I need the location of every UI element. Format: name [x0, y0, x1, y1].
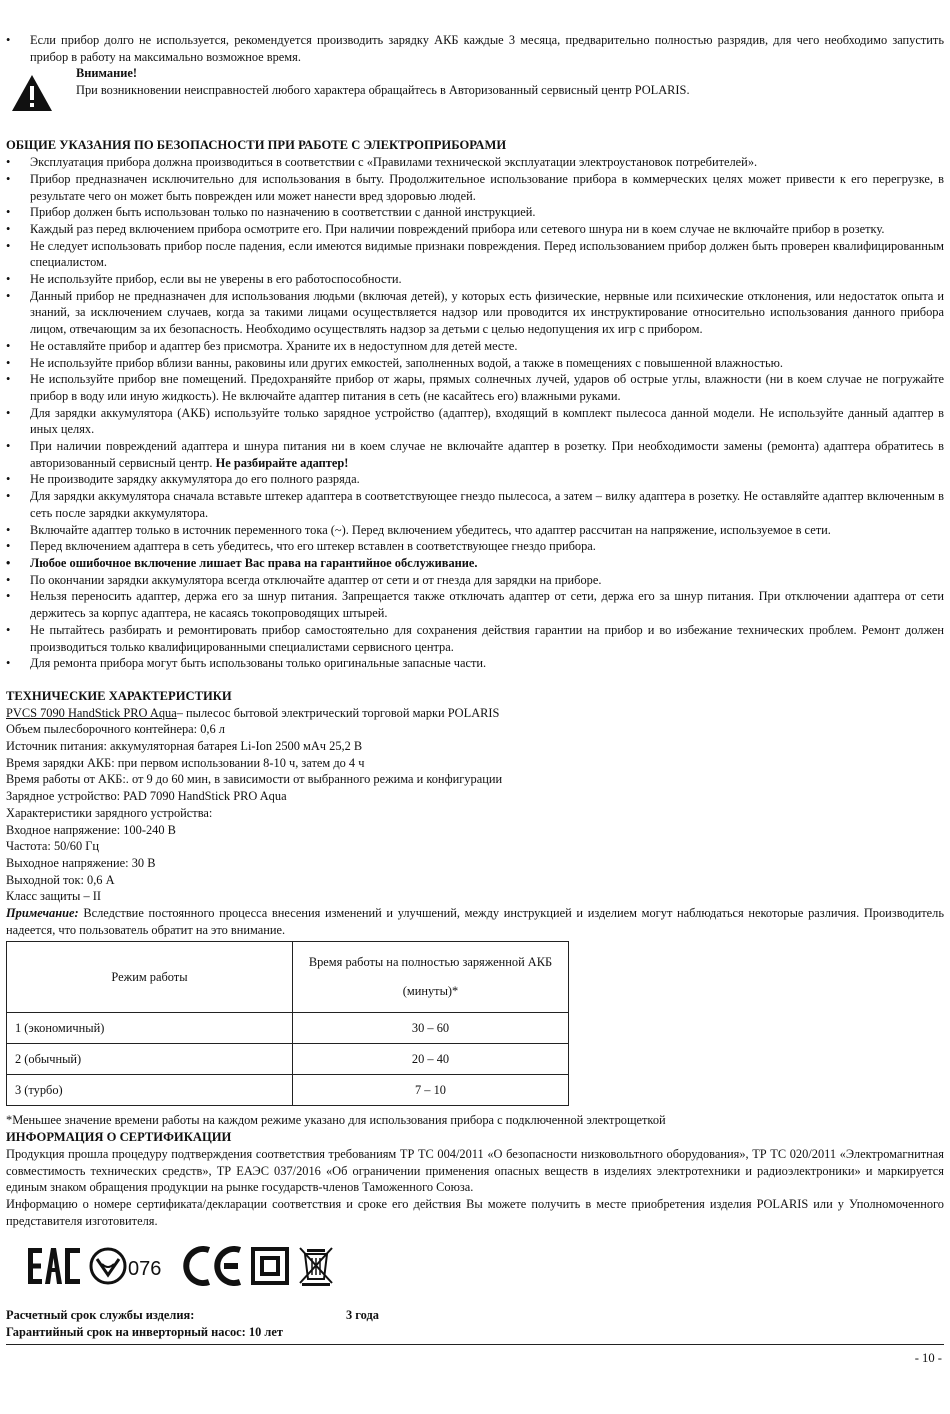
- spec-line: Выходное напряжение: 30 В: [6, 855, 156, 870]
- list-item: • Перед включением адаптера в сеть убедитесь, что его штекер вставлен в соответствующее гнездо прибора.: [6, 538, 944, 555]
- ce-mark-icon: [182, 1246, 244, 1286]
- note-lead: Примечание:: [6, 906, 79, 921]
- list-item: • Для ремонта прибора могут быть использованы только оригинальные запасные части.: [6, 655, 944, 672]
- weee-bin-icon: [296, 1245, 336, 1287]
- table-row: [7, 1013, 569, 1044]
- list-item-text: При наличии повреждений адаптера и шнура питания ни в коем случае не включайте адаптер в розетку. При необходимости замены (ремонта) адаптера обратитесь в авторизованный сервисный центр.: [30, 439, 944, 470]
- list-item: [6, 438, 944, 471]
- service-life-value: 3 года: [346, 1308, 379, 1323]
- spec-line: Зарядное устройство: PAD 7090 HandStick PRO Aqua: [6, 789, 287, 804]
- table-cell-time: 20 – 40: [293, 1044, 569, 1075]
- spec-line: Время зарядки АКБ: при первом использовании 8-10 ч, затем до 4 ч: [6, 755, 365, 770]
- list-item: • Не используйте прибор вблизи ванны, раковины или других емкостей, заполненных водой, а также в помещениях с повышенной влажностью.: [6, 355, 944, 372]
- list-item: • Не пытайтесь разбирать и ремонтировать прибор самостоятельно для сохранения действия гарантии на прибор и во избежание технических проблем. Ремонт должен производиться только квалифицированными специалистами сервисного центра.: [6, 622, 944, 655]
- top-bullet-list: [6, 32, 944, 65]
- svg-text:076: 076: [128, 1258, 162, 1281]
- spec-line: Класс защиты – II: [6, 889, 101, 904]
- table-header-time: Время работы на полностью заряженной АКБ (минуты)*: [293, 942, 569, 1013]
- list-item-bold-tail: Не разбирайте адаптер!: [215, 455, 349, 470]
- runtime-table: [6, 941, 569, 1106]
- safety-list: [6, 154, 944, 672]
- list-item: • Не оставляйте прибор и адаптер без присмотра. Храните их в недоступном для детей месте.: [6, 338, 944, 355]
- cert-heading: ИНФОРМАЦИЯ О СЕРТИФИКАЦИИ: [6, 1130, 232, 1145]
- model-desc: – пылесос бытовой электрический торговой марки POLARIS: [176, 705, 500, 720]
- page-number: - 10 -: [914, 1351, 942, 1365]
- spec-line: Характеристики зарядного устройства:: [6, 805, 213, 820]
- cert-paragraph: Информацию о номере сертификата/декларации соответствия и сроке его действия Вы можете получить в месте приобретения изделия POLARIS или у Уполномоченного представителя изготовителя.: [6, 1196, 944, 1228]
- service-life-row: [6, 1307, 944, 1324]
- list-item: • Эксплуатация прибора должна производиться в соответствии с «Правилами технической эксплуатации электроустановок потребителей».: [6, 154, 944, 171]
- specs-note: [6, 905, 944, 938]
- warning-title: Внимание!: [76, 66, 137, 81]
- list-item: • Данный прибор не предназначен для использования людьми (включая детей), у которых есть физические, нервные или психические отклонения, или недостаток опыта и знаний, за исключением случаев, когда за такими лицами осуществляется надзор или проводится их инструктирование относительно использования данного прибора лицом, отвечающим за их безопасность. Необходимо осуществлять надзор за детьми с целью недопущения их игр с прибором.: [6, 288, 944, 338]
- list-item: • Каждый раз перед включением прибора осмотрите его. При наличии повреждений прибора или сетевого шнура ни в коем случае не включайте прибор в розетку.: [6, 221, 944, 238]
- table-cell-mode: 3 (турбо): [7, 1075, 293, 1106]
- spec-line: Частота: 50/60 Гц: [6, 839, 100, 854]
- double-insulation-icon: [250, 1246, 290, 1286]
- table-cell-time: 30 – 60: [293, 1013, 569, 1044]
- table-cell-time: 7 – 10: [293, 1075, 569, 1106]
- service-life-label: Расчетный срок службы изделия:: [6, 1308, 195, 1323]
- list-item: • Включайте адаптер только в источник переменного тока (~). Перед включением убедитесь, что адаптер рассчитан на напряжение, используемое в сети.: [6, 522, 944, 539]
- warranty-line: Гарантийный срок на инверторный насос: 10 лет: [6, 1325, 283, 1340]
- specs-model-line: [6, 705, 944, 722]
- table-row: [7, 1075, 569, 1106]
- list-item: • Прибор предназначен исключительно для использования в быту. Продолжительное использование прибора в коммерческих целях может привести к его перегрузке, в результате чего он может быть поврежден или может нанести вред здоровью людей.: [6, 171, 944, 204]
- list-item: • Не используйте прибор вне помещений. Предохраняйте прибор от жары, прямых солнечных лучей, ударов об острые углы, влажности (ни в коем случае не погружайте прибор в воду или иную жидкость). Не включайте адаптер питания в сеть (не касайтесь его) влажными руками.: [6, 371, 944, 404]
- manual-page: [6, 32, 944, 1345]
- list-item: • Для зарядки аккумулятора (АКБ) используйте только зарядное устройство (адаптер), входящий в комплект пылесоса данной модели. Не используйте данный адаптер в иных целях.: [6, 405, 944, 438]
- list-item: • Нельзя переносить адаптер, держа его за шнур питания. Запрещается также отключать адаптер от сети, держа его за шнур питания. При отключении адаптера от сети держитесь за корпус адаптера, не касаясь токопроводящих штырей.: [6, 588, 944, 621]
- list-item: • Прибор должен быть использован только по назначению в соответствии с данной инструкцией.: [6, 204, 944, 221]
- table-cell-mode: 2 (обычный): [7, 1044, 293, 1075]
- list-item: • По окончании зарядки аккумулятора всегда отключайте адаптер от сети и от гнезда для зарядки на приборе.: [6, 572, 944, 589]
- list-item: • Не производите зарядку аккумулятора до его полного разряда.: [6, 471, 944, 488]
- cert-paragraph: Продукция прошла процедуру подтверждения соответствия требованиям ТР ТС 004/2011 «О безопасности низковольтного оборудования», ТР ТС 020/2011 «Электромагнитная совместимость технических средств», ТР ЕАЭС 037/2016 «Об ограничении применения опасных веществ в изделиях электротехники и радиоэлектроники» и маркируется единым знаком обращения продукции на рынке государств-членов Таможенного Союза.: [6, 1146, 944, 1195]
- table-header-mode: Режим работы: [7, 942, 293, 1013]
- table-footnote: *Меньшее значение времени работы на каждом режиме указано для использования прибора с подключенной электрощеткой: [6, 1113, 666, 1128]
- list-item: • Любое ошибочное включение лишает Вас права на гарантийное обслуживание.: [6, 555, 944, 572]
- note-text: Вследствие постоянного процесса внесения изменений и улучшений, между инструкцией и изделием могут наблюдаться некоторые различия. Производитель надеется, что пользователь обратит на это внимание.: [6, 906, 944, 937]
- spec-line: Объем пылесборочного контейнера: 0,6 л: [6, 722, 225, 737]
- spec-line: Входное напряжение: 100-240 В: [6, 822, 176, 837]
- list-item: • Не используйте прибор, если вы не уверены в его работоспособности.: [6, 271, 944, 288]
- model-name: PVCS 7090 HandStick PRO Aqua: [6, 705, 177, 720]
- warning-message: При возникновении неисправностей любого характера обращайтесь в Авторизованный сервисный центр POLARIS.: [76, 83, 690, 98]
- footer-rule: [6, 1344, 944, 1345]
- list-item: • Если прибор долго не используется, рекомендуется производить зарядку АКБ каждые 3 месяца, предварительно полностью разрядив, для чего необходимо запустить прибор в работу на максимально возможное время.: [6, 32, 944, 65]
- list-item: • Для зарядки аккумулятора сначала вставьте штекер адаптера в соответствующее гнездо пылесоса, а затем – вилку адаптера в розетку. Не оставляйте адаптер включенным в сеть после зарядки аккумулятора.: [6, 488, 944, 521]
- spec-line: Выходной ток: 0,6 А: [6, 872, 115, 887]
- warning-triangle-icon: [10, 73, 54, 113]
- table-header-row: [7, 942, 569, 1013]
- table-cell-mode: 1 (экономичный): [7, 1013, 293, 1044]
- spec-line: Время работы от АКБ:. от 9 до 60 мин, в зависимости от выбранного режима и конфигурации: [6, 772, 503, 787]
- warning-block: [6, 65, 944, 113]
- ukraine-076-mark-icon: [88, 1246, 176, 1286]
- eac-mark-icon: [26, 1246, 82, 1286]
- safety-heading: ОБЩИЕ УКАЗАНИЯ ПО БЕЗОПАСНОСТИ ПРИ РАБОТЕ С ЭЛЕКТРОПРИБОРАМИ: [6, 138, 507, 153]
- warning-text: [76, 65, 690, 98]
- list-item: • Не следует использовать прибор после падения, если имеются видимые признаки повреждения. Перед использованием прибор должен быть проверен квалифицированным специалистом.: [6, 238, 944, 271]
- specs-heading: ТЕХНИЧЕСКИЕ ХАРАКТЕРИСТИКИ: [6, 688, 232, 703]
- spec-line: Источник питания: аккумуляторная батарея Li-Ion 2500 мАч 25,2 В: [6, 739, 363, 754]
- certification-marks: [26, 1241, 944, 1291]
- table-row: [7, 1044, 569, 1075]
